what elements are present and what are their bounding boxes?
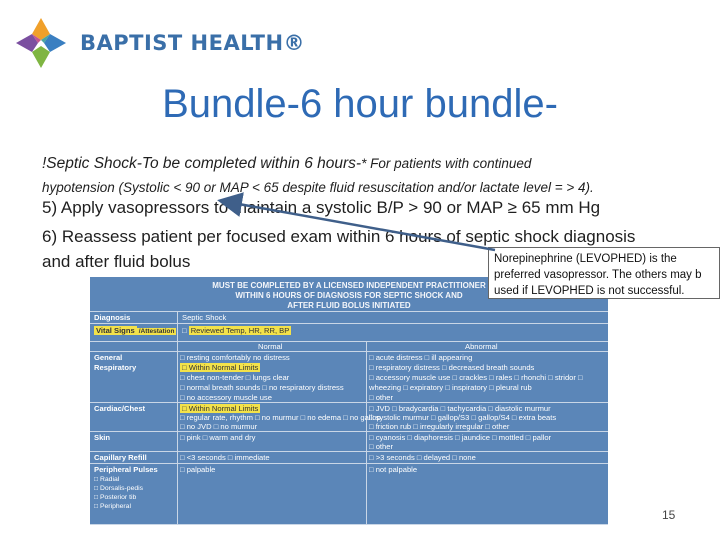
skin-abnormal: □ other <box>369 442 394 451</box>
respiratory-abnormal: wheezing □ expiratory □ inspiratory □ pleural rub <box>369 383 532 392</box>
form-header-line-1: MUST BE COMPLETED BY A LICENSED INDEPENDENT PRACTITIONER <box>212 281 486 290</box>
pulse-site: □ Radial <box>94 476 120 483</box>
septic-shock-lead: !Septic Shock-To be completed within 6 hours- <box>42 155 362 172</box>
skin-abnormal: □ cyanosis □ diaphoresis □ jaundice □ mottled □ pallor <box>369 433 552 442</box>
capillary-refill-label: Capillary Refill <box>94 453 147 462</box>
respiratory-normal: □ chest non-tender □ lungs clear <box>180 373 290 382</box>
cardiac-normal: □ no JVD □ no murmur <box>180 422 258 431</box>
callout-line-2: preferred vasopressor. The others may b <box>494 269 702 281</box>
step-6-reassess: 6) Reassess patient per focused exam within 6 hours of septic shock diagnosis <box>42 227 636 246</box>
peripheral-pulses-abnormal: □ not palpable <box>369 465 418 474</box>
skin-label: Skin <box>94 433 111 442</box>
septic-shock-note: * For patients with continued <box>361 156 532 171</box>
cardiac-normal-wnl: □ Within Normal Limits <box>182 404 259 413</box>
respiratory-normal: □ normal breath sounds □ no respiratory distress <box>180 383 344 392</box>
page-number: 15 <box>662 508 676 522</box>
callout-line-1: Norepinephrine (LEVOPHED) is the <box>494 253 677 265</box>
pulse-site: □ Dorsalis-pedis <box>94 485 144 492</box>
capillary-refill-abnormal: □ >3 seconds □ delayed □ none <box>369 453 476 462</box>
form-header-line-3: AFTER FLUID BOLUS INITIATED <box>287 301 411 310</box>
skin-normal: □ pink □ warm and dry <box>180 433 256 442</box>
diagnosis-value: Septic Shock <box>182 313 227 322</box>
hypotension-criteria: hypotension (Systolic < 90 or MAP < 65 despite fluid resuscitation and/or lactate level = > 4). <box>42 180 594 195</box>
respiratory-normal-wnl: □ Within Normal Limits <box>182 363 259 372</box>
respiratory-label: Respiratory <box>94 363 137 372</box>
general-normal: □ resting comfortably no distress <box>180 353 290 362</box>
respiratory-abnormal: □ respiratory distress □ decreased breath sounds <box>369 363 535 372</box>
step-5-vasopressors: 5) Apply vasopressors to maintain a systolic B/P > 90 or MAP ≥ 65 mm Hg <box>42 198 601 217</box>
respiratory-abnormal: □ other <box>369 393 394 402</box>
form-header-line-2: WITHIN 6 HOURS OF DIAGNOSIS FOR SEPTIC SHOCK AND <box>235 291 463 300</box>
respiratory-normal: □ no accessory muscle use <box>180 393 272 402</box>
vitals-value: Reviewed Temp, HR, RR, BP <box>190 326 290 335</box>
cardiac-normal: □ regular rate, rhythm □ no murmur □ no edema □ no gallop <box>180 413 381 422</box>
step-6-continuation: and after fluid bolus <box>42 252 191 271</box>
pulse-site: □ Peripheral <box>94 503 131 510</box>
callout-line-3: used if LEVOPHED is not successful. <box>494 285 685 297</box>
general-label: General <box>94 353 123 362</box>
cardiac-abnormal: □ JVD □ bradycardia □ tachycardia □ diastolic murmur <box>369 404 551 413</box>
reassessment-form: MUST BE COMPLETED BY A LICENSED INDEPENDENT PRACTITIONER WITHIN 6 HOURS OF DIAGNOSIS FOR SEPTIC SHOCK AND AFTER FLUID BOLUS INITIATED Diagnosis Septic Shock Vital Signs /Attestation □ Reviewed Temp, HR, RR, BP Normal Abnormal General □ resting comfortably no distress □ acute distress □ ill appearing Respiratory □ Within Normal Limits □ chest non-tender □ lungs clear □ normal breath sounds □ no respiratory distress □ no accessory muscle use □ respiratory distress □ decreased breath sounds □ accessory muscle use □ crackles □ rales □ rhonchi □ stridor □ wheezing □ expiratory □ inspiratory □ pleural rub □ other Cardiac/Chest □ Within Normal Limits □ regular rate, rhythm □ no murmur □ no edema □ no gallop □ no JVD □ no murmur □ JVD □ bradycardia □ tachycardia □ diastolic murmur □ systolic murmur □ gallop/S3 □ gallop/S4 □ extra beats □ friction rub □ irregularly irregular □ other Skin □ pink □ warm and dry □ cyanosis □ diaphoresis □ jaundice □ mottled □ pallor □ other Capillary Refill □ <3 seconds □ immediate □ >3 seconds □ delayed □ none Peripheral Pulses □ palpable □ not palpable □ Radial □ Dorsalis-pedis □ Posterior tib □ Peripheral <box>90 277 608 525</box>
peripheral-pulses-label: Peripheral Pulses <box>94 465 158 474</box>
general-abnormal: □ acute distress □ ill appearing <box>369 353 473 362</box>
peripheral-pulses-normal: □ palpable <box>180 465 216 474</box>
pulse-site: □ Posterior tib <box>94 494 137 501</box>
logo-wordmark: BAPTIST HEALTH® <box>80 31 306 55</box>
vitals-attestation: /Attestation <box>138 328 175 335</box>
slide-title: Bundle-6 hour bundle- <box>162 82 558 126</box>
cardiac-label: Cardiac/Chest <box>94 404 146 413</box>
capillary-refill-normal: □ <3 seconds □ immediate <box>180 453 270 462</box>
vitals-label: Vital Signs <box>96 326 135 335</box>
abnormal-column-header: Abnormal <box>465 342 498 351</box>
cardiac-abnormal: □ systolic murmur □ gallop/S3 □ gallop/S4 □ extra beats <box>369 413 557 422</box>
diagnosis-label: Diagnosis <box>94 313 131 322</box>
normal-column-header: Normal <box>258 342 283 351</box>
respiratory-abnormal: □ accessory muscle use □ crackles □ rales □ rhonchi □ stridor □ <box>369 373 583 382</box>
cardiac-abnormal: □ friction rub □ irregularly irregular □ other <box>369 422 510 431</box>
